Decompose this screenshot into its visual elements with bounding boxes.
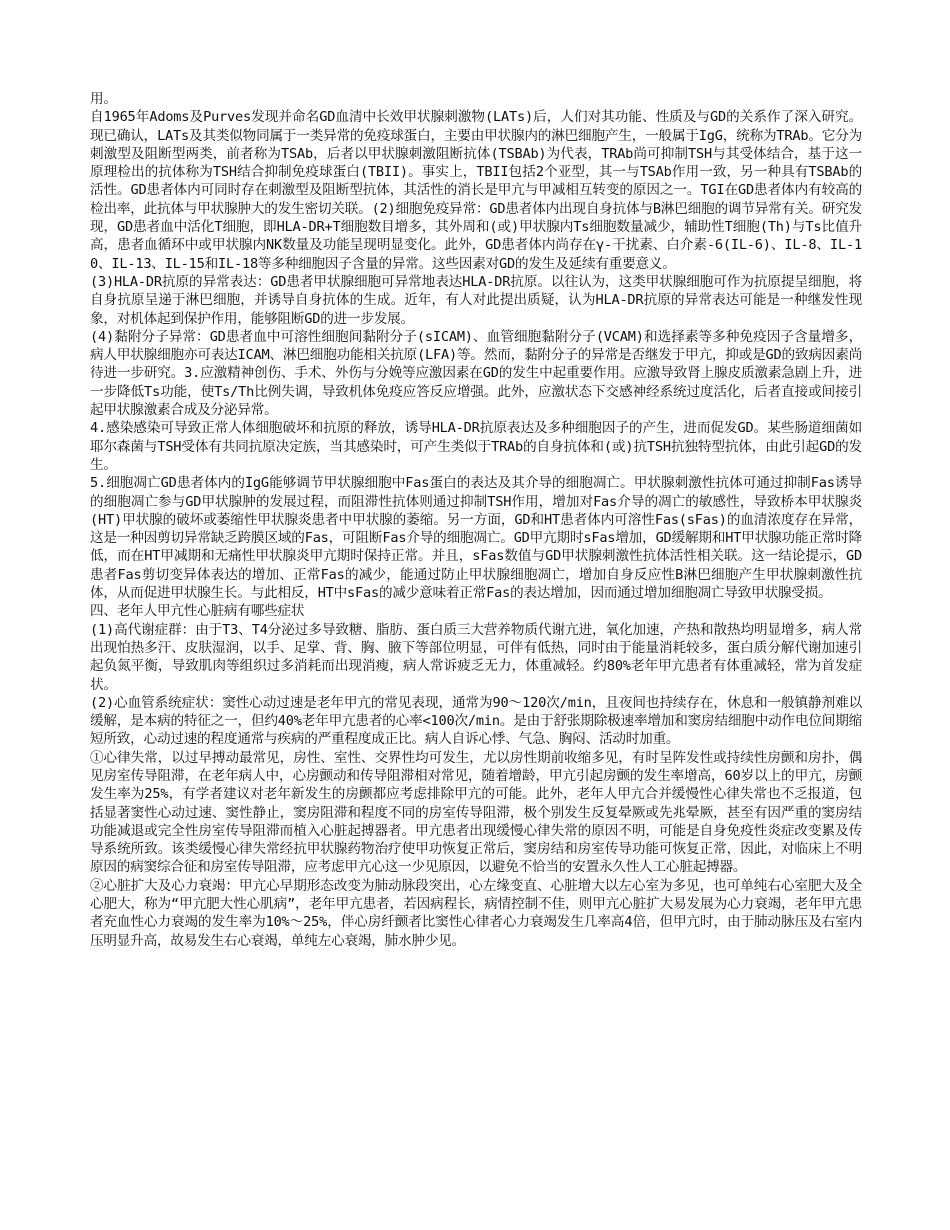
paragraph-infection: 4.感染感染可导致正常人体细胞破坏和抗原的释放，诱导HLA-DR抗原表达及多种细胞因子的产生，进而促发GD。某些肠道细菌如耶尔森菌与TSH受体有共同抗原决定族，当其感染时，可产生类似于TRAb的自身抗体和(或)抗TSH抗独特型抗体，由此引起GD的发生。 [90, 420, 862, 473]
section-heading-symptoms: 四、老年人甲亢性心脏病有哪些症状 [90, 603, 305, 620]
paragraph-continuation: 用。 [90, 91, 117, 107]
document-body [90, 90, 862, 950]
paragraph-cardiovascular: (2)心血管系统症状：窦性心动过速是老年甲亢的常见表现，通常为90～120次/min，且夜间也持续存在，休息和一般镇静剂难以缓解，是本病的特征之一，但约40%老年甲亢患者的心率<100次/min。是由于舒张期除极速率增加和窦房结细胞中动作电位间期缩短所致，心动过速的程度通常与疾病的严重程度成正比。病人自诉心悸、气急、胸闷、活动时加重。 [90, 694, 862, 748]
paragraph-hla-dr-expression: (3)HLA-DR抗原的异常表达：GD患者甲状腺细胞可异常地表达HLA-DR抗原。以往认为，这类甲状腺细胞可作为抗原提呈细胞，将自身抗原呈递于淋巴细胞，并诱导自身抗体的生成。近年，有人对此提出质疑，认为HLA-DR抗原的异常表达可能是一种继发性现象，对机体起到保护作用，能够阻断GD的进一步发展。 [90, 273, 862, 327]
paragraph-adhesion-and-stress: (4)黏附分子异常：GD患者血中可溶性细胞间黏附分子(sICAM)、血管细胞黏附分子(VCAM)和选择素等多种免疫因子含量增多，病人甲状腺细胞亦可表达ICAM、淋巴细胞功能相关抗原(LFA)等。然而，黏附分子的异常是否继发于甲亢，抑或是GD的致病因素尚待进一步研究。3.应激精神创伤、手术、外伤与分娩等应激因素在GD的发生中起重要作用。应激导致肾上腺皮质激素急剧上升，进一步降低Ts功能，使Ts/Th比例失调，导致机体免疫应答反应增强。此外，应激状态下交感神经系统过度活化，后者直接或间接引起甲状腺激素合成及分泌异常。 [90, 328, 862, 419]
paragraph-hypermetabolism: (1)高代谢症群：由于T3、T4分泌过多导致糖、脂肪、蛋白质三大营养物质代谢亢进，氧化加速，产热和散热均明显增多，病人常出现怕热多汗、皮肤湿润，以手、足掌、背、胸、腋下等部位明显，可伴有低热，同时由于能量消耗较多，蛋白质分解代谢加速引起负氮平衡，导致肌肉等组织过多消耗而出现消瘦，病人常诉疲乏无力，体重减轻。约80%老年甲亢患者有体重减轻，常为首发症状。 [90, 621, 862, 693]
paragraph-apoptosis: 5.细胞凋亡GD患者体内的IgG能够调节甲状腺细胞中Fas蛋白的表达及其介导的细胞凋亡。甲状腺刺激性抗体可通过抑制Fas诱导的细胞凋亡参与GD甲状腺肿的发展过程，而阻滞性抗体则通过抑制TSH作用，增加对Fas介导的凋亡的敏感性，导致桥本甲状腺炎(HT)甲状腺的破坏或萎缩性甲状腺炎患者中甲状腺的萎缩。另一方面，GD和HT患者体内可溶性Fas(sFas)的血清浓度存在异常，这是一种因剪切异常缺乏跨膜区域的Fas，可阻断Fas介导的细胞凋亡。GD甲亢期时sFas增加，GD缓解期和HT甲状腺功能正常时降低，而在HT甲减期和无痛性甲状腺炎甲亢期时保持正常。并且，sFas数值与GD甲状腺刺激性抗体活性相关联。这一结论提示，GD患者Fas剪切变异体表达的增加、正常Fas的减少，能通过防止甲状腺细胞凋亡，增加自身反应性B淋巴细胞产生甲状腺刺激性抗体，从而促进甲状腺生长。与此相反，HT中sFas的减少意味着正常Fas的表达增加，因而通过增加细胞凋亡导致甲状腺受损。 [90, 475, 862, 602]
paragraph-lats-trab-and-cell-immunity: 自1965年Adoms及Purves发现并命名GD血清中长效甲状腺刺激物(LATs)后，人们对其功能、性质及与GD的关系作了深入研究。现已确认，LATs及其类似物同属于一类异常的免疫球蛋白，主要由甲状腺内的淋巴细胞产生，一般属于IgG，统称为TRAb。它分为刺激型及阻断型两类，前者称为TSAb，后者以甲状腺刺激阻断抗体(TSBAb)为代表，TRAb尚可抑制TSH与其受体结合，基于这一原理检出的抗体称为TSH结合抑制免疫球蛋白(TBII)。事实上，TBII包括2个亚型，其一与TSAb作用一致，另一种具有TSBAb的活性。GD患者体内可同时存在刺激型及阻断型抗体，其活性的消长是甲亢与甲减相互转变的原因之一。TGI在GD患者体内有较高的检出率，此抗体与甲状腺肿大的发生密切关联。(2)细胞免疫异常：GD患者体内出现自身抗体与B淋巴细胞的调节异常有关。研究发现，GD患者血中活化T细胞，即HLA-DR+T细胞数目增多，其外周和(或)甲状腺内Ts细胞数量减少，辅助性T细胞(Th)与Ts比值升高，患者血循环中或甲状腺内NK数量及功能呈现明显变化。此外，GD患者体内尚存在γ-干扰素、白介素-6(IL-6)、IL-8、IL-10、IL-13、IL-15和IL-18等多种细胞因子含量的异常。这些因素对GD的发生及延续有重要意义。 [90, 109, 862, 272]
paragraph-heart-failure: ②心脏扩大及心力衰竭：甲亢心早期形态改变为肺动脉段突出，心左缘变直、心脏增大以左心室为多见，也可单纯右心室肥大及全心肥大，称为“甲亢肥大性心肌病”，老年甲亢患者，若因病程长，病情控制不佳，则甲亢心脏扩大易发展为心力衰竭，老年甲亢患者充血性心力衰竭的发生率为10%～25%，伴心房纤颤者比窦性心律者心力衰竭发生几率高4倍，但甲亢时，由于肺动脉压及右室内压明显升高，故易发生右心衰竭，单纯左心衰竭，肺水肿少见。 [90, 877, 862, 949]
paragraph-arrhythmia: ①心律失常，以过早搏动最常见，房性、室性、交界性均可发生，尤以房性期前收缩多见，有时呈阵发性或持续性房颤和房扑，偶见房室传导阻滞，在老年病人中，心房颤动和传导阻滞相对常见，随着增龄，甲亢引起房颤的发生率增高，60岁以上的甲亢，房颤发生率为25%，有学者建议对老年新发生的房颤都应考虑排除甲亢的可能。此外，老年人甲亢合并缓慢性心律失常也不乏报道，包括显著窦性心动过速、窦性静止，窦房阻滞和程度不同的房室传导阻滞，极个别发生反复晕厥或先兆晕厥，甚至有因严重的窦房结功能减退或完全性房室传导阻滞而植入心脏起搏器者。甲亢患者出现缓慢心律失常的原因不明，可能是自身免疫性炎症改变累及传导系统所致。该类缓慢心律失常经抗甲状腺药物治疗使甲功恢复正常后，窦房结和房室传导功能可恢复正常，因此，对临床上不明原因的病窦综合征和房室传导阻滞，应考虑甲亢心这一少见原因，以避免不恰当的安置永久性人工心脏起搏器。 [90, 749, 862, 876]
